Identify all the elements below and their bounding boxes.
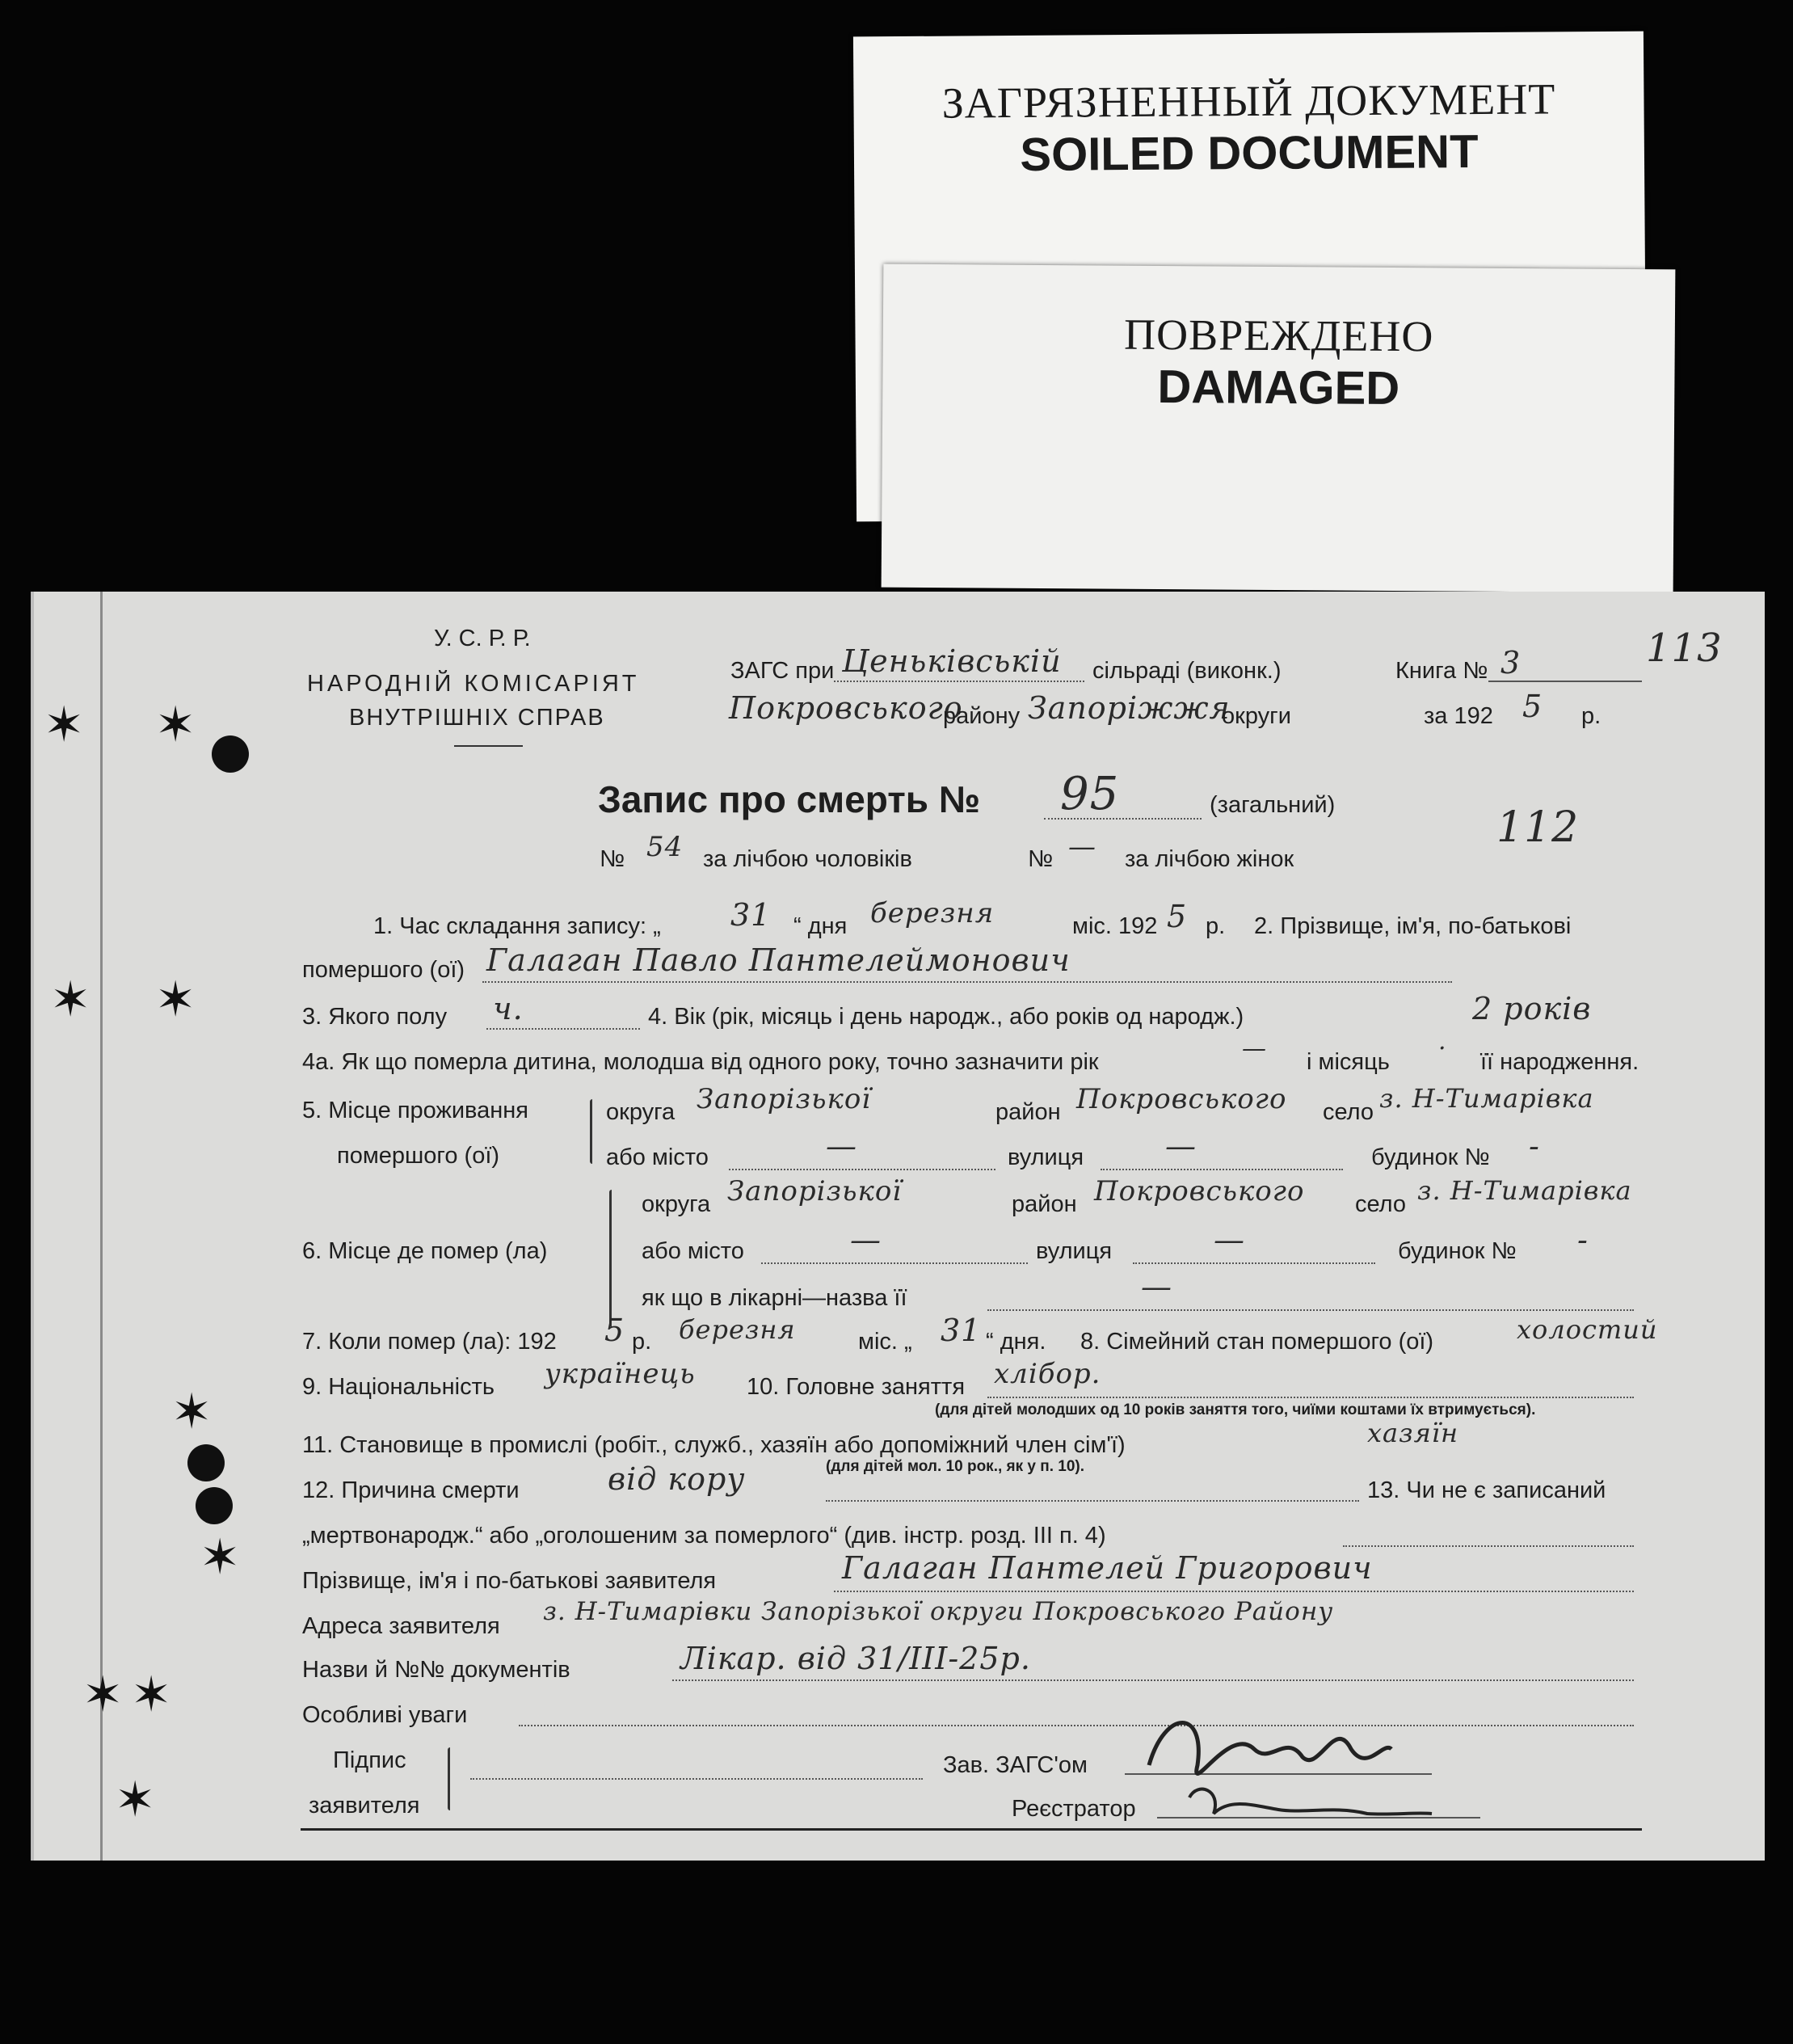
soiled-ru: ЗАГРЯЗНЕННЫЙ ДОКУМЕНТ <box>941 74 1556 128</box>
tear-mark: ✶ <box>171 1384 213 1439</box>
field6-likarnia-val: — <box>1141 1269 1172 1304</box>
field8-label: 8. Сімейний стан помершого (ої) <box>1080 1329 1434 1355</box>
record-number: 95 <box>1060 768 1120 820</box>
field5-vulytsia: вулиця <box>1008 1144 1084 1170</box>
field1-label: 1. Час складання запису: „ <box>373 913 661 939</box>
field7-day: 31 <box>941 1313 982 1348</box>
field13-label: 13. Чи не є записаний <box>1367 1477 1606 1503</box>
tear-mark: ✶ <box>115 1772 156 1827</box>
field2-label: 2. Прізвище, ім'я, по-батькові <box>1254 913 1572 939</box>
field7-r: р. <box>632 1329 652 1355</box>
bottom-rule <box>301 1828 1642 1831</box>
field3-label: 3. Якого полу <box>302 1004 448 1030</box>
internal-affairs-header: ВНУТРІШНІХ СПРАВ <box>349 705 605 731</box>
tear-mark: ✶ <box>44 697 85 752</box>
field10-note: (для дітей молодших од 10 років заняття того, чиїми коштами їх втримується). <box>935 1401 1536 1418</box>
handwritten-signatures <box>1133 1692 1440 1838</box>
field5-label2: помершого (ої) <box>337 1143 500 1169</box>
field5-okruga: округа <box>606 1099 676 1125</box>
zags-prefix: ЗАГС при <box>730 658 835 684</box>
field4a-tail: її народження. <box>1480 1049 1639 1075</box>
field6-okruga: округа <box>642 1191 711 1217</box>
field12-note: (для дітей мол. 10 рок., як у п. 10). <box>826 1458 1085 1475</box>
punch-hole <box>187 1444 225 1481</box>
field4a-year: — <box>1242 1035 1267 1063</box>
field6-likarnia-line <box>987 1309 1634 1311</box>
tear-mark: ✶ <box>200 1530 241 1584</box>
field1-day: 31 <box>730 897 772 933</box>
field5-misto-line <box>729 1169 995 1170</box>
signature-brace <box>448 1747 450 1810</box>
header-r: р. <box>1581 703 1601 729</box>
field4a-month-label: і місяць <box>1307 1049 1390 1075</box>
field4a-month: · <box>1438 1035 1447 1063</box>
field7-month: березня <box>679 1314 796 1345</box>
page-mark: 113 <box>1646 626 1723 671</box>
field9-label: 9. Національність <box>302 1374 495 1400</box>
field6-vulytsia-val: — <box>1214 1222 1245 1258</box>
field12-line <box>826 1500 1359 1502</box>
field6-selo: село <box>1355 1191 1407 1217</box>
field6-budynok-val: - <box>1577 1222 1589 1258</box>
field5-budynok: будинок № <box>1371 1144 1490 1170</box>
zags-head-label: Зав. ЗАГС'ом <box>943 1752 1088 1778</box>
documents-line <box>672 1679 1634 1681</box>
okrugy-label: округи <box>1222 703 1291 729</box>
field7-dnia: “ дня. <box>986 1329 1046 1355</box>
book-line <box>1488 681 1642 682</box>
declarant-address-label: Адреса заявителя <box>302 1613 500 1639</box>
notes-label: Особливі уваги <box>302 1702 468 1728</box>
tear-mark: ✶ <box>155 972 196 1026</box>
silradi-label: сільраді (виконк.) <box>1092 658 1282 684</box>
men-number: 54 <box>646 831 684 863</box>
field7-label: 7. Коли помер (ла): 192 <box>302 1329 557 1355</box>
soiled-en: SOILED DOCUMENT <box>1020 125 1479 181</box>
documents-label: Назви й №№ документів <box>302 1657 570 1683</box>
signature-declarant-label: заявителя <box>309 1793 420 1819</box>
field5-brace <box>590 1099 592 1164</box>
field6-brace <box>609 1190 612 1327</box>
zags-line <box>834 681 1084 682</box>
record-title: Запис про смерть № <box>598 778 981 820</box>
field6-label: 6. Місце де помер (ла) <box>302 1238 548 1264</box>
notes-line <box>519 1725 1634 1726</box>
field4a-label: 4а. Як що померла дитина, молодша від одного року, точно зазначити рік <box>302 1049 1099 1075</box>
tear-mark: ✶ <box>50 972 91 1026</box>
field5-vulytsia-val: — <box>1165 1128 1197 1164</box>
field5-raion: район <box>995 1099 1061 1125</box>
field1-year: 5 <box>1167 899 1188 934</box>
field8-status: холостий <box>1517 1314 1658 1345</box>
field6-raion-val: Покровського <box>1094 1175 1305 1207</box>
field10-val: хлібор. <box>994 1358 1101 1390</box>
book-number: 3 <box>1500 645 1522 681</box>
field6-vulytsia-line <box>1133 1262 1375 1264</box>
punch-hole <box>212 735 249 773</box>
ussr-header: У. С. Р. Р. <box>434 626 531 651</box>
field1-mis: міс. 192 <box>1072 913 1158 939</box>
field1-month: березня <box>870 897 995 929</box>
field5-raion-val: Покровського <box>1076 1083 1287 1115</box>
deceased-name: Галаган Павло Пантелеймонович <box>486 942 1071 978</box>
field6-misto-line <box>761 1262 1028 1264</box>
field5-label1: 5. Місце проживання <box>302 1098 528 1123</box>
damaged-ru: ПОВРЕЖДЕНО <box>1123 310 1434 361</box>
field5-okruga-val: Запорізької <box>697 1083 872 1115</box>
women-label: за лічбою жінок <box>1125 846 1294 872</box>
field6-misto: або місто <box>642 1238 744 1264</box>
women-prefix: № <box>1028 846 1054 872</box>
field5-selo: село <box>1323 1099 1374 1125</box>
field2-pomershogo: помершого (ої) <box>302 957 465 983</box>
field13-line2: „мертвонародж.“ або „оголошеним за померлого“ (див. інстр. розд. III п. 4) <box>302 1523 1106 1549</box>
field6-raion: район <box>1012 1191 1077 1217</box>
field5-misto: або місто <box>606 1144 709 1170</box>
documents-val: Лікар. від 31/III-25р. <box>680 1641 1031 1676</box>
signature-label: Підпис <box>333 1747 406 1773</box>
field6-selo-val: з. Н-Тимарівка <box>1417 1175 1632 1206</box>
field5-vulytsia-line <box>1101 1169 1343 1170</box>
raionu-label: району <box>943 703 1021 729</box>
okrug-place: Запоріжжя <box>1028 690 1231 726</box>
field3-sex: ч. <box>493 991 524 1026</box>
field12-val: від кору <box>608 1461 746 1497</box>
book-label: Книга № <box>1395 658 1488 684</box>
field11-val: хазяїн <box>1367 1418 1459 1448</box>
declarant-name-label: Прізвище, ім'я і по-батькові заявителя <box>302 1568 717 1594</box>
field5-budynok-val: - <box>1529 1128 1540 1164</box>
field6-okruga-val: Запорізької <box>727 1175 903 1207</box>
men-label: за лічбою чоловіків <box>703 846 912 872</box>
tear-mark: ✶ <box>131 1667 172 1722</box>
field5-selo-val: з. Н-Тимарівка <box>1379 1083 1594 1114</box>
side-mark: 112 <box>1496 803 1580 852</box>
field6-likarnia: як що в лікарні—назва її <box>642 1285 907 1311</box>
raion-place: Покровського <box>729 690 963 726</box>
field10-line <box>987 1397 1634 1398</box>
field6-budynok: будинок № <box>1398 1238 1517 1264</box>
za-year-label: за 192 <box>1424 703 1493 729</box>
damaged-label <box>882 264 1676 593</box>
declarant-name-line <box>834 1591 1634 1592</box>
field1-r: р. <box>1206 913 1226 939</box>
deceased-name-line <box>482 981 1452 983</box>
field10-label: 10. Головне заняття <box>747 1374 966 1400</box>
declarant-name: Галаган Пантелей Григорович <box>842 1550 1373 1586</box>
men-prefix: № <box>600 846 625 872</box>
registrar-label: Реєстратор <box>1012 1796 1136 1822</box>
field3-line <box>486 1028 640 1030</box>
damaged-en: DAMAGED <box>1157 360 1400 415</box>
commissariat-header: НАРОДНІЙ КОМІСАРІЯТ <box>307 671 640 697</box>
field9-val: українець <box>545 1358 696 1390</box>
field13-answer-line <box>1343 1545 1634 1547</box>
header-year-digit: 5 <box>1522 689 1543 724</box>
death-record-form <box>31 592 1765 1861</box>
field7-year: 5 <box>604 1313 625 1348</box>
tear-mark: ✶ <box>82 1667 124 1722</box>
zags-place: Ценьківській <box>842 643 1062 679</box>
field12-label: 12. Причина смерти <box>302 1477 520 1503</box>
field11-label: 11. Становище в промислі (робіт., служб., хазяїн або допоміжний член сім'ї) <box>302 1432 1126 1458</box>
signature-line <box>470 1778 923 1780</box>
declarant-address: з. Н-Тимарівки Запорізької округи Покровського Району <box>543 1597 1334 1626</box>
field1-day-suffix: “ дня <box>793 913 848 939</box>
field4-age: 2 років <box>1472 991 1592 1026</box>
field6-vulytsia: вулиця <box>1036 1238 1113 1264</box>
general-label: (загальний) <box>1210 792 1336 818</box>
header-rule <box>454 745 523 747</box>
field7-mis: міс. „ <box>858 1329 912 1355</box>
tear-mark: ✶ <box>155 697 196 752</box>
field5-misto-val: — <box>826 1128 857 1164</box>
record-number-line <box>1044 818 1202 820</box>
punch-hole <box>196 1487 233 1524</box>
field4-label: 4. Вік (рік, місяць і день народж., або років од народж.) <box>648 1004 1244 1030</box>
women-number: — <box>1068 831 1096 863</box>
field6-misto-val: — <box>850 1222 882 1258</box>
